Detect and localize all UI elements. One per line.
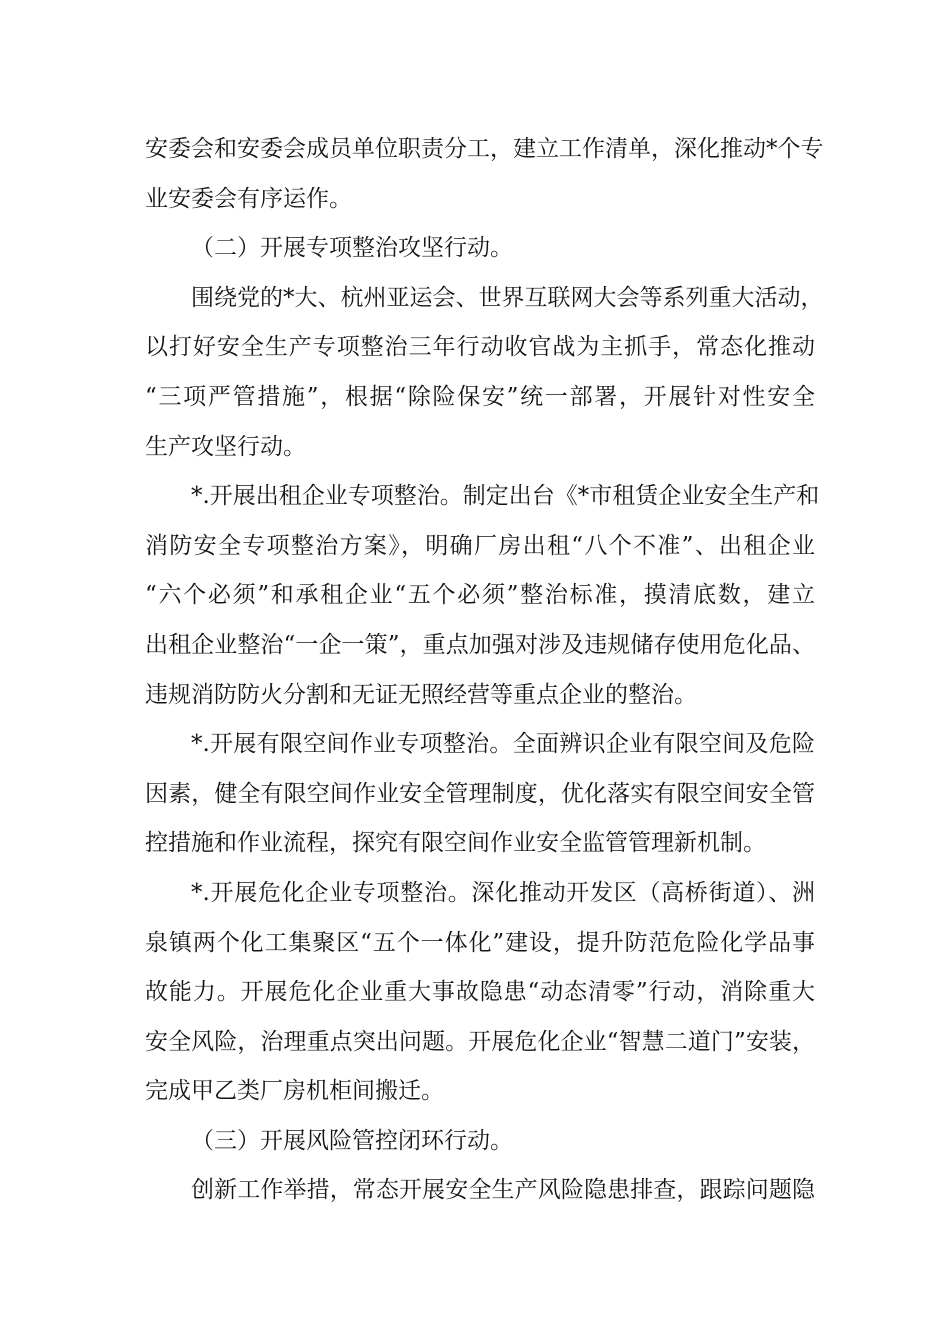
section-heading-3: （三）开展风险管控闭环行动。 <box>191 1127 513 1154</box>
text-line-19: 安全风险，治理重点突出问题。开展危化企业“智慧二道门”安装， <box>145 1028 815 1055</box>
section-heading-2: （二）开展专项整治攻坚行动。 <box>191 235 513 262</box>
text-line-14: 因素，健全有限空间作业安全管理制度，优化落实有限空间安全管 <box>145 780 815 807</box>
text-line-15: 控措施和作业流程，探究有限空间作业安全监管管理新机制。 <box>145 830 766 857</box>
text-line-10: “六个必须”和承租企业“五个必须”整治标准，摸清底数，建立 <box>145 582 815 609</box>
text-line-9: 消防安全专项整治方案》，明确厂房出租“八个不准”、出租企业 <box>145 532 815 559</box>
document-body <box>145 125 824 1216</box>
text-line-8: *.开展出租企业专项整治。制定出台《*市租赁企业安全生产和 <box>191 483 820 510</box>
text-line-4: 围绕党的*大、杭州亚运会、世界互联网大会等系列重大活动， <box>191 284 824 311</box>
text-line-22: 创新工作举措，常态开展安全生产风险隐患排查，跟踪问题隐 <box>191 1177 815 1204</box>
text-line-12: 违规消防防火分割和无证无照经营等重点企业的整治。 <box>145 681 697 708</box>
text-line-16: *.开展危化企业专项整治。深化推动开发区（高桥街道）、洲 <box>191 879 815 906</box>
text-line-17: 泉镇两个化工集聚区“五个一体化”建设，提升防范危险化学品事 <box>145 929 815 956</box>
text-line-18: 故能力。开展危化企业重大事故隐患“动态清零”行动，消除重大 <box>145 979 815 1006</box>
text-line-6: “三项严管措施”，根据“除险保安”统一部署，开展针对性安全 <box>145 383 815 410</box>
text-line-20: 完成甲乙类厂房机柜间搬迁。 <box>145 1078 444 1105</box>
text-line-11: 出租企业整治“一企一策”，重点加强对涉及违规储存使用危化品、 <box>145 631 815 658</box>
text-line-1: 安委会和安委会成员单位职责分工，建立工作清单，深化推动*个专 <box>145 136 824 162</box>
text-line-13: *.开展有限空间作业专项整治。全面辨识企业有限空间及危险 <box>191 731 815 758</box>
text-line-2: 业安委会有序运作。 <box>145 185 352 212</box>
text-line-5: 以打好安全生产专项整治三年行动收官战为主抓手，常态化推动 <box>145 334 815 361</box>
text-line-7: 生产攻坚行动。 <box>145 433 306 460</box>
